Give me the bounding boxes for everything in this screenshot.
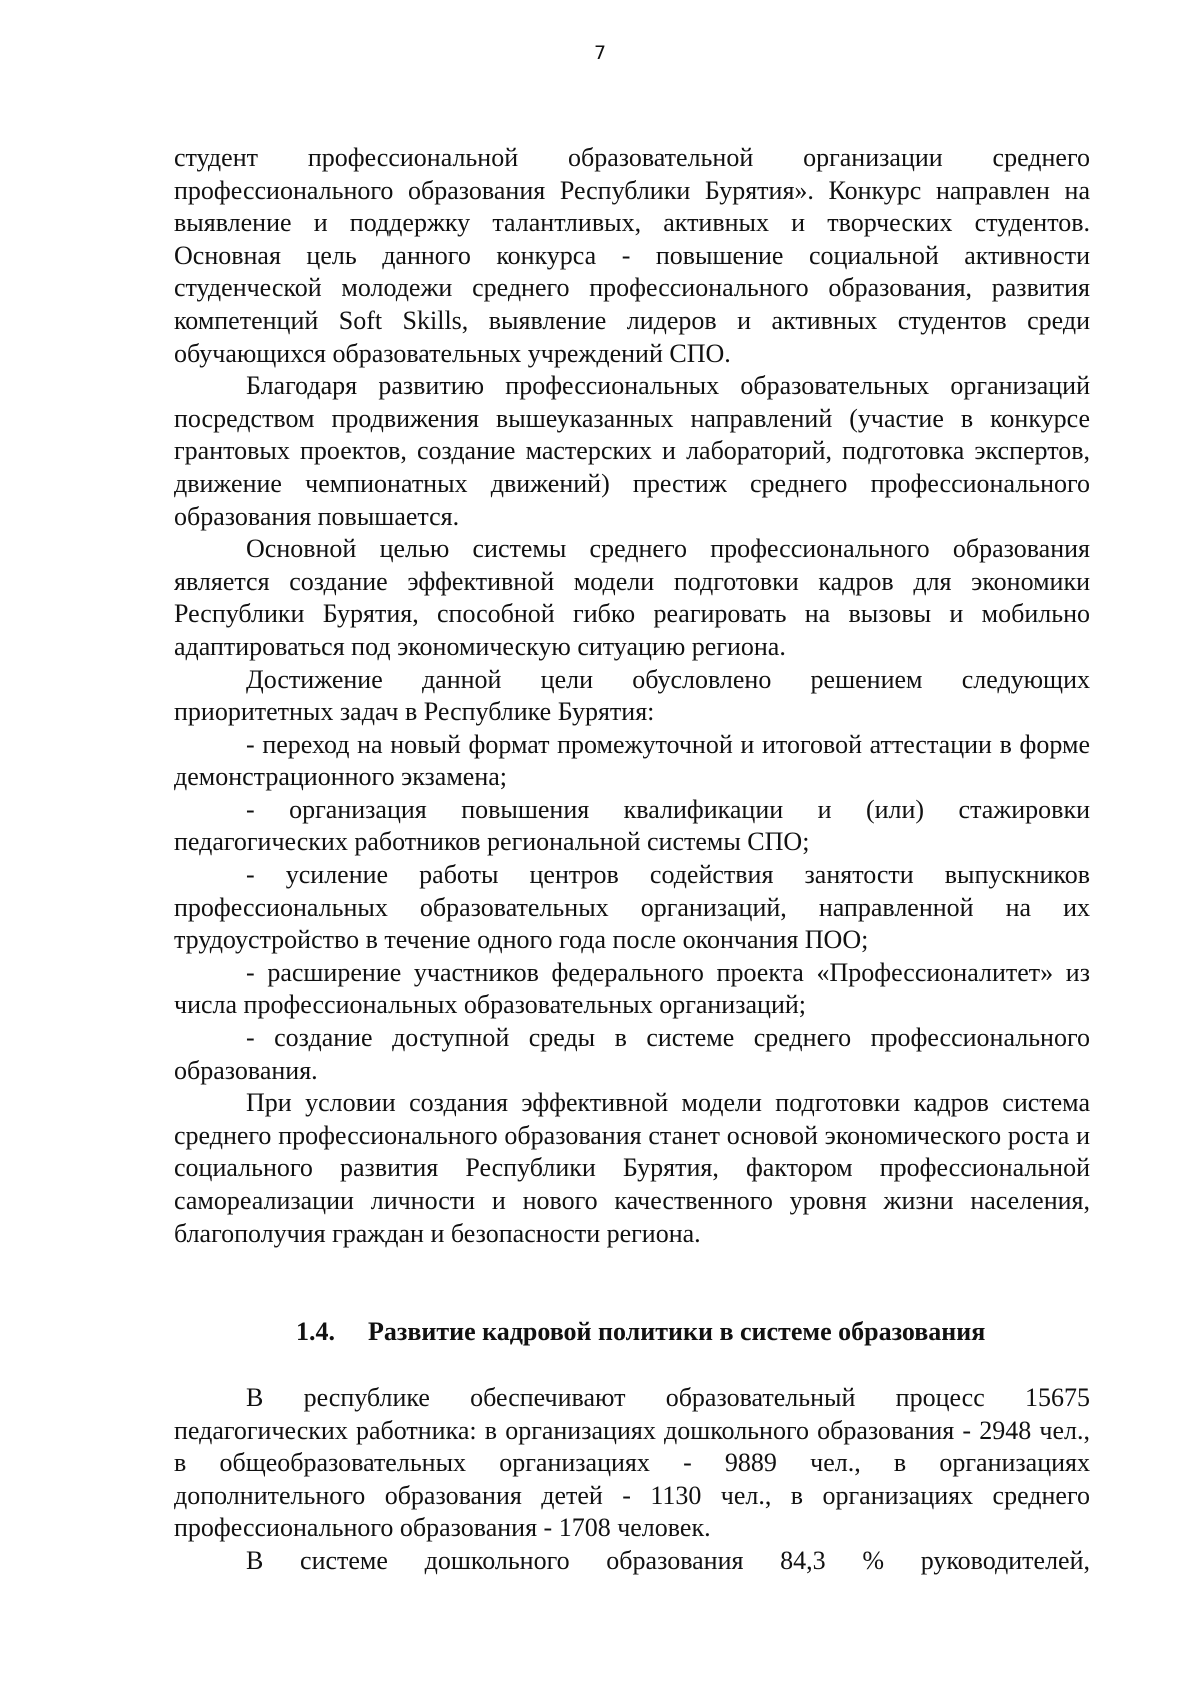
section-number: 1.4. xyxy=(296,1317,335,1346)
paragraph: Благодаря развитию профессиональных образовательных организаций посредством продвижения вышеуказанных направлений (участие в конкурсе грантовых проектов, создание мастерских и лабораторий, подготовка экспертов, движение чемпионатных движений) престиж среднего профессионального образования повышается. xyxy=(174,371,1090,531)
list-item: - расширение участников федерального проекта «Профессионалитет» из числа профессиональных образовательных организаций; xyxy=(174,957,1090,1020)
section-body xyxy=(174,1382,1090,1578)
paragraph-continuation: студент профессиональной образовательной организации среднего профессионального образования Республики Бурятия». Конкурс направлен на выявление и поддержку талантливых, активных и творческих студентов. Основная цель данного конкурса - повышение социальной активности студенческой молодежи среднего профессионального образования, развития компетенций Soft Skills, выявление лидеров и активных студентов среди обучающихся образовательных учреждений СПО. xyxy=(174,143,1090,368)
list-item: - создание доступной среды в системе среднего профессионального образования. xyxy=(174,1023,1090,1085)
paragraph: При условии создания эффективной модели подготовки кадров система среднего профессионального образования станет основой экономического роста и социального развития Республики Бурятия, фактором профессиональной самореализации личности и нового качественного уровня жизни населения, благополучия граждан и безопасности региона. xyxy=(174,1088,1090,1248)
document-body xyxy=(174,142,1090,1250)
section-title: Развитие кадровой политики в системе образования xyxy=(368,1317,986,1346)
list-item: - организация повышения квалификации и (или) стажировки педагогических работников региональной системы СПО; xyxy=(174,794,1090,857)
list-item: - переход на новый формат промежуточной и итоговой аттестации в форме демонстрационного экзамена; xyxy=(174,729,1090,792)
page-number: 7 xyxy=(593,42,607,64)
section-heading xyxy=(296,1316,985,1348)
paragraph: В системе дошкольного образования 84,3 % руководителей, xyxy=(246,1545,1090,1575)
paragraph: Основной целью системы среднего профессионального образования является создание эффективной модели подготовки кадров для экономики Республики Бурятия, способной гибко реагировать на вызовы и мобильно адаптироваться под экономическую ситуацию региона. xyxy=(174,534,1090,661)
paragraph: В республике обеспечивают образовательный процесс 15675 педагогических работника: в организациях дошкольного образования - 2948 чел., в общеобразовательных организациях - 9889 чел., в организациях дополнительного образования детей - 1130 чел., в организациях среднего профессионального образования - 1708 человек. xyxy=(174,1383,1090,1543)
list-item: - усиление работы центров содействия занятости выпускников профессиональных образовательных организаций, направленной на их трудоустройство в течение одного года после окончания ПОО; xyxy=(174,860,1090,955)
paragraph: Достижение данной цели обусловлено решением следующих приоритетных задач в Республике Бурятия: xyxy=(174,664,1090,727)
